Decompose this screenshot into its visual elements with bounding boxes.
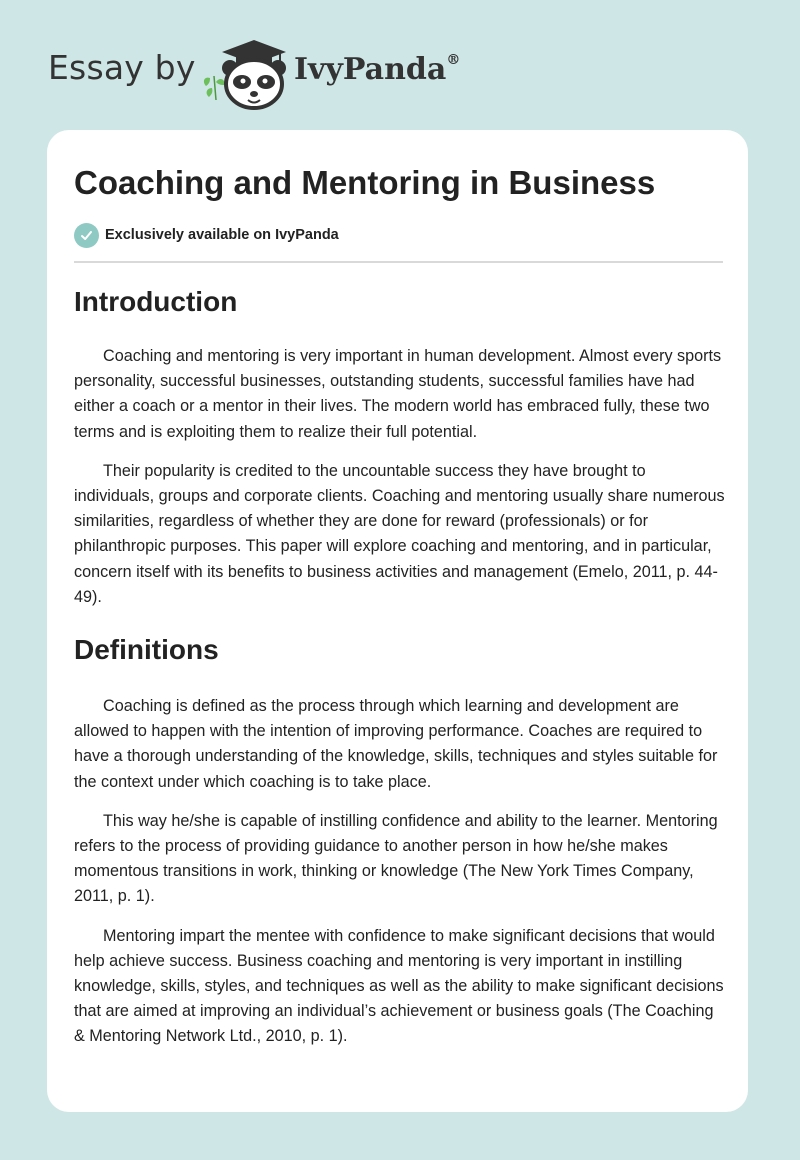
paragraph: This way he/she is capable of instilling confidence and ability to the learner. Mentoring refers to the process of providing guidance to another person in how he/she makes momentous transitions in work, thinking or knowledge (The New York Times Company, 2011, p. 1). bbox=[74, 811, 718, 906]
article-card bbox=[47, 130, 748, 1112]
registered-mark: ® bbox=[446, 52, 461, 68]
brand-header bbox=[0, 0, 800, 130]
article-body bbox=[74, 284, 726, 1050]
exclusive-badge bbox=[74, 222, 339, 248]
divider bbox=[74, 261, 723, 263]
check-icon bbox=[74, 223, 99, 248]
paragraph: Mentoring impart the mentee with confidence to make significant decisions that would help achieve success. Business coaching and mentoring is very important in instilling knowledge, skills, styles, and techniques as well as the ability to make significant decisions that are aimed at improving an individual’s achievement or business goals (The Coaching & Mentoring Network Ltd., 2010, p. 1). bbox=[74, 926, 724, 1046]
section-heading-definitions: Definitions bbox=[74, 634, 219, 666]
brand-name[interactable]: IvyPanda® bbox=[294, 52, 461, 87]
essay-by-label: Essay by bbox=[48, 48, 196, 87]
paragraph: Coaching is defined as the process through which learning and development are allowed to happen with the intention of improving performance. Coaches are required to have a thorough understanding of the knowledge, skills, techniques and styles suitable for the context under which coaching is to take place. bbox=[74, 697, 718, 791]
paragraph: Their popularity is credited to the uncountable success they have brought to individuals, groups and corporate clients. Coaching and mentoring usually share numerous similarities, regardless of whether they are done for reward (professionals) or for philanthropic purposes. This paper will explore coaching and mentoring, and in particular, concern itself with its benefits to business activities and management (Emelo, 2011, p. 44-49). bbox=[74, 461, 725, 606]
exclusive-label: Exclusively available on IvyPanda bbox=[105, 227, 339, 243]
paragraph: Coaching and mentoring is very important in human development. Almost every sports personality, successful businesses, outstanding students, successful families have had either a coach or a mentor in their lives. The modern world has embraced fully, these two terms and is exploiting them to realize their full potential. bbox=[74, 347, 722, 441]
section-heading-introduction: Introduction bbox=[74, 286, 238, 317]
panda-logo-icon[interactable] bbox=[200, 36, 292, 110]
page-title: Coaching and Mentoring in Business bbox=[74, 164, 656, 201]
